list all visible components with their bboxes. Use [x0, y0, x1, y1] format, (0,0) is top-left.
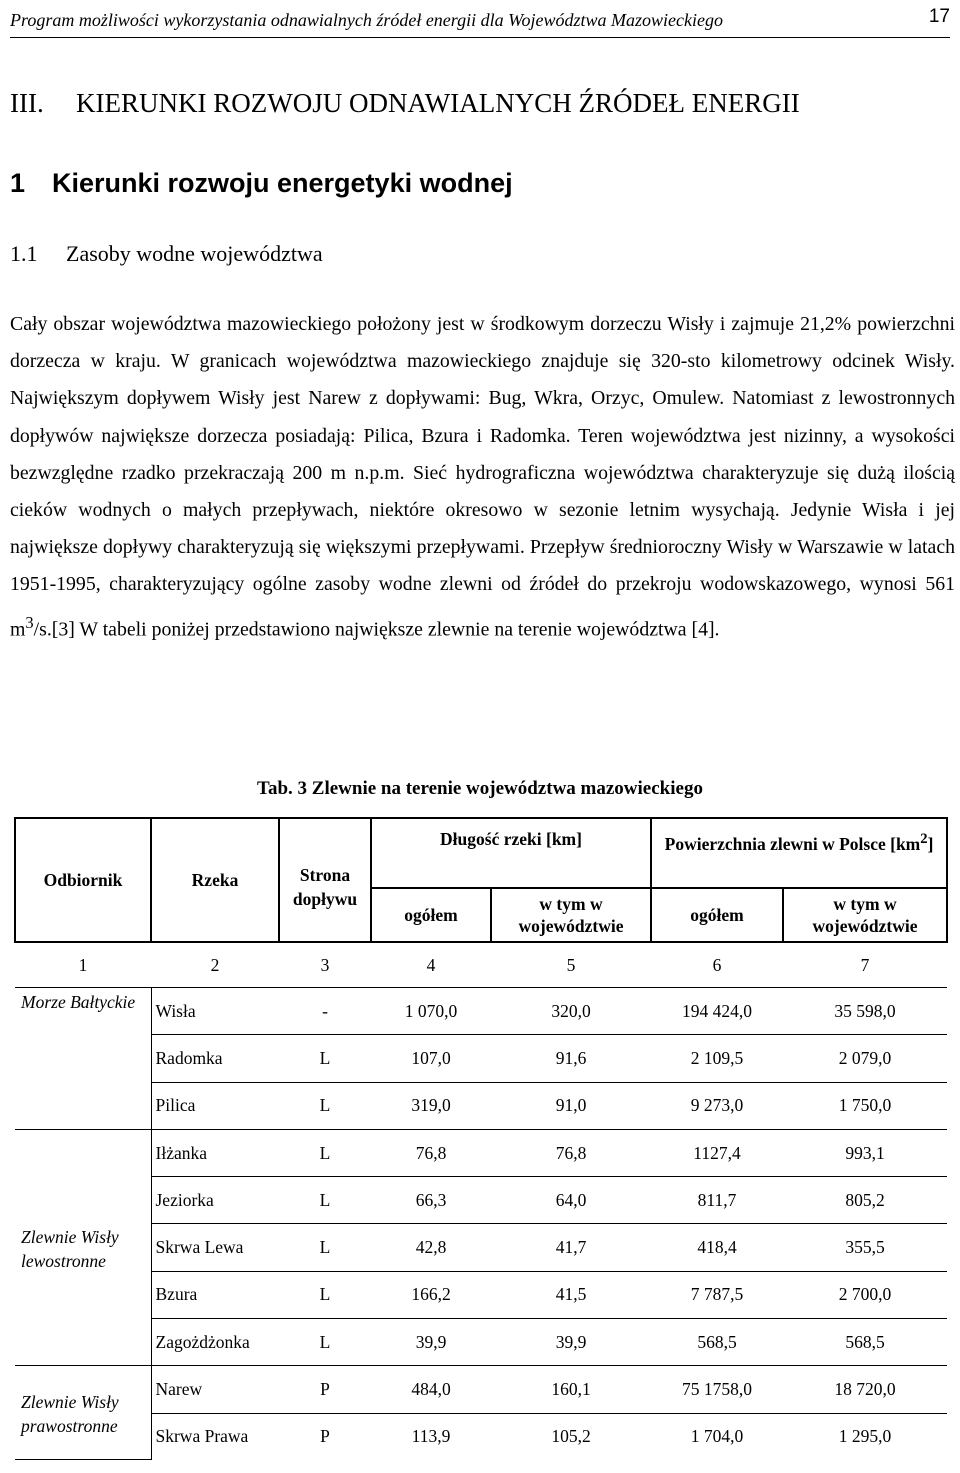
length-in-voivodeship: 105,2	[551, 1426, 591, 1447]
river-name: Wisła	[151, 988, 279, 1035]
length-in-voivodeship: 64,0	[491, 1177, 651, 1224]
column-number: 5	[491, 942, 651, 988]
column-number: 2	[151, 942, 279, 988]
column-number: 7	[783, 942, 947, 988]
table-row	[15, 1129, 947, 1176]
header-area-text: Powierzchnia zlewni w Polsce [km	[664, 833, 921, 854]
area-in-voivodeship: 1 295,0	[838, 1426, 892, 1447]
length-total: 107,0	[371, 1035, 491, 1082]
area-in-voivodeship: 993,1	[783, 1129, 947, 1176]
area-total: 1 704,0	[690, 1426, 744, 1447]
header-receiver: Odbiornik	[15, 818, 151, 942]
area-in-voivodeship: 18 720,0	[783, 1366, 947, 1413]
river-name: Iłżanka	[151, 1129, 279, 1176]
area-total: 194 424,0	[651, 988, 783, 1035]
area-total: 9 273,0	[651, 1082, 783, 1129]
header-area	[651, 818, 947, 888]
area-total: 7 787,5	[651, 1271, 783, 1318]
paragraph-text-1: Cały obszar województwa mazowieckiego położony jest w środkowym dorzeczu Wisły i zajmuje 21,2% powierzchni dorzecza w kraju. W granicach województwa mazowieckiego znajduje się 320-sto kilometrowy odcinek Wisły. Największym dopływem Wisły jest Narew z dopływami: Bug, Wkra, Orzyc, Omulew. Natomiast z lewostronnych dopływów największe dorzecza posiadają: Pilica, Bzura i Radomka. Teren województwa jest nizinny, a wysokości bezwzględne rzadko przekraczają 200 m n.p.m. Sieć hydrograficzna województwa charakteryzuje się dużą ilością cieków wodnych o małych przepływach, niektóre okresowo w sezonie letnim wysychają. Jedynie Wisła i jej największe dopływy charakteryzują się większymi przepływami. Przepływ średnioroczny Wisły w Warszawie w latach 1951-1995, charakteryzujący ogólne zasoby wodne zlewni od źródeł do przekroju wodowskazowego, wynosi 561 m	[10, 313, 955, 641]
length-total: 66,3	[371, 1177, 491, 1224]
tributary-side: L	[279, 1319, 371, 1366]
catchments-table	[14, 817, 948, 1460]
chapter-heading	[10, 88, 800, 119]
table-row	[15, 1177, 947, 1224]
area-total: 75 1758,0	[651, 1366, 783, 1413]
table-row	[15, 1319, 947, 1366]
area-total: 1127,4	[651, 1129, 783, 1176]
table-row	[15, 1224, 947, 1271]
river-name: Pilica	[151, 1082, 279, 1129]
length-in-voivodeship: 76,8	[491, 1129, 651, 1176]
length-in-voivodeship: 320,0	[491, 988, 651, 1035]
area-total: 2 109,5	[651, 1035, 783, 1082]
column-number: 1	[15, 942, 151, 988]
length-in-voivodeship: 91,6	[491, 1035, 651, 1082]
header-area-total: ogółem	[651, 888, 783, 942]
river-name: Jeziorka	[151, 1177, 279, 1224]
area-in-voivodeship: 568,5	[783, 1319, 947, 1366]
header-side: Strona dopływu	[279, 818, 371, 942]
page-number: 17	[928, 6, 950, 27]
length-total: 113,9	[411, 1426, 451, 1447]
column-number: 3	[279, 942, 371, 988]
header-area-superscript: 2	[920, 831, 928, 847]
length-total: 76,8	[371, 1129, 491, 1176]
table-row	[15, 1082, 947, 1129]
header-length-in-voivodeship: w tym w województwie	[491, 888, 651, 942]
area-in-voivodeship: 1 750,0	[783, 1082, 947, 1129]
river-name: Bzura	[151, 1271, 279, 1318]
column-number: 6	[651, 942, 783, 988]
tributary-side: L	[279, 1271, 371, 1318]
subsection-number: 1.1	[10, 241, 38, 266]
length-in-voivodeship: 91,0	[491, 1082, 651, 1129]
table-row	[15, 1035, 947, 1082]
tributary-side: L	[279, 1177, 371, 1224]
area-total: 811,7	[651, 1177, 783, 1224]
column-number: 4	[371, 942, 491, 988]
river-name: Skrwa Prawa	[155, 1426, 249, 1447]
area-in-voivodeship: 355,5	[783, 1224, 947, 1271]
area-in-voivodeship: 2 079,0	[783, 1035, 947, 1082]
table-row	[15, 1366, 947, 1413]
table-row	[15, 1413, 947, 1460]
section-heading	[10, 168, 513, 199]
length-total: 319,0	[371, 1082, 491, 1129]
tributary-side: -	[279, 988, 371, 1035]
paragraph-text-2: /s.[3] W tabeli poniżej przedstawiono największe zlewnie na terenie województwa [4].	[33, 618, 720, 641]
running-header-title: Program możliwości wykorzystania odnawialnych źródeł energii dla Województwa Mazowieckiego	[10, 10, 723, 30]
length-total: 1 070,0	[371, 988, 491, 1035]
chapter-title: KIERUNKI ROZWOJU ODNAWIALNYCH ŹRÓDEŁ ENERGII	[76, 88, 800, 118]
length-in-voivodeship: 41,5	[491, 1271, 651, 1318]
receiver-group-cell: Morze Bałtyckie	[15, 988, 151, 1130]
section-title: Kierunki rozwoju energetyki wodnej	[52, 168, 513, 198]
running-header	[10, 6, 950, 32]
paragraph-superscript: 3	[25, 612, 34, 632]
subsection-heading	[10, 241, 323, 267]
length-in-voivodeship: 39,9	[491, 1319, 651, 1366]
area-total: 418,4	[651, 1224, 783, 1271]
area-in-voivodeship: 35 598,0	[783, 988, 947, 1035]
header-area-in-voivodeship: w tym w województwie	[783, 888, 947, 942]
river-name: Narew	[151, 1366, 279, 1413]
table-row	[15, 988, 947, 1035]
tributary-side: L	[279, 1035, 371, 1082]
river-name: Radomka	[151, 1035, 279, 1082]
receiver-group-cell: Zlewnie Wisły prawostronne	[15, 1366, 151, 1460]
header-rule	[10, 37, 950, 38]
river-name: Skrwa Lewa	[151, 1224, 279, 1271]
area-in-voivodeship: 2 700,0	[783, 1271, 947, 1318]
tributary-side: L	[279, 1224, 371, 1271]
column-number-row	[15, 942, 947, 988]
header-length-total: ogółem	[371, 888, 491, 942]
length-in-voivodeship: 160,1	[491, 1366, 651, 1413]
tributary-side: P	[279, 1366, 371, 1413]
chapter-number: III.	[10, 88, 44, 118]
tributary-side: P	[320, 1426, 330, 1447]
length-total: 39,9	[371, 1319, 491, 1366]
table-caption: Tab. 3 Zlewnie na terenie województwa mazowieckiego	[257, 778, 703, 799]
table-row	[15, 1271, 947, 1318]
river-name: Zagożdżonka	[151, 1319, 279, 1366]
body-paragraph	[10, 306, 955, 648]
header-area-close: ]	[927, 833, 934, 854]
area-in-voivodeship: 805,2	[783, 1177, 947, 1224]
length-in-voivodeship: 41,7	[491, 1224, 651, 1271]
receiver-group-cell: Zlewnie Wisły lewostronne	[15, 1129, 151, 1365]
area-total: 568,5	[651, 1319, 783, 1366]
tributary-side: L	[279, 1082, 371, 1129]
length-total: 484,0	[371, 1366, 491, 1413]
tributary-side: L	[279, 1129, 371, 1176]
header-length: Długość rzeki [km]	[371, 818, 651, 888]
section-number: 1	[10, 168, 26, 198]
header-river: Rzeka	[151, 818, 279, 942]
length-total: 166,2	[371, 1271, 491, 1318]
length-total: 42,8	[371, 1224, 491, 1271]
subsection-title: Zasoby wodne województwa	[66, 241, 323, 266]
